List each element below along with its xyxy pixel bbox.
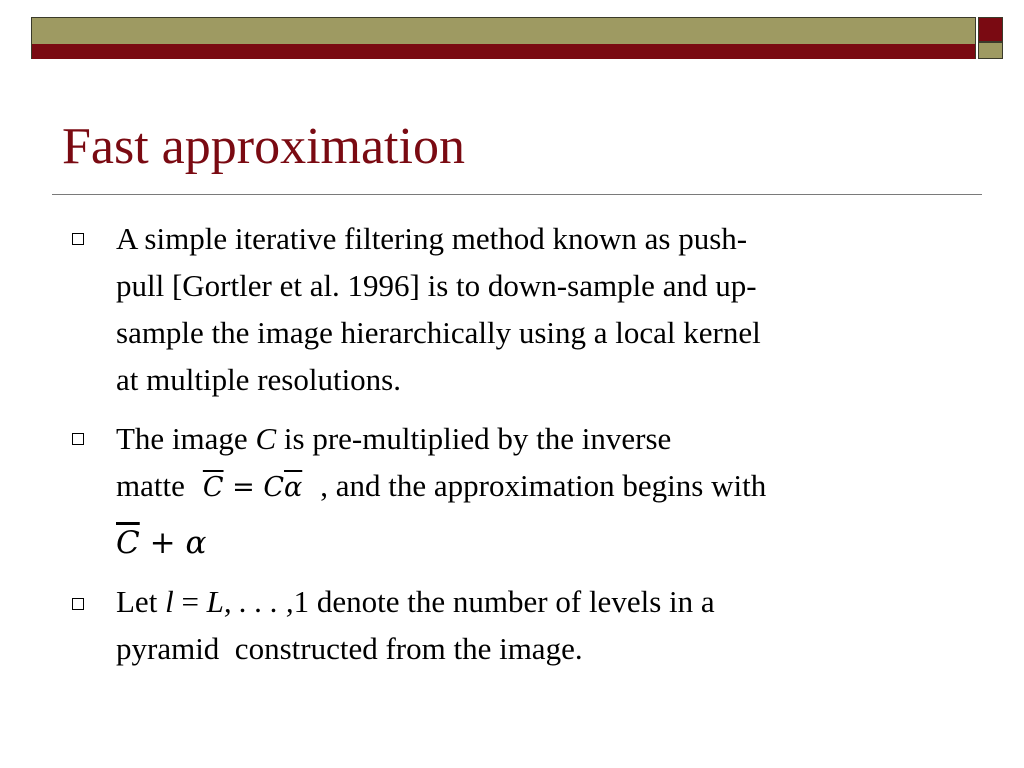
bullet-icon (72, 598, 84, 610)
bullet-1-line-2: pull [Gortler et al. 1996] is to down-sample and up- (116, 268, 757, 303)
bullet-2-text-c: matte (116, 468, 185, 503)
header-bar (31, 17, 976, 59)
variable-c: C (255, 421, 277, 456)
title-divider (52, 194, 982, 195)
bullet-1-line-3: sample the image hierarchically using a local kernel (116, 315, 761, 350)
bullet-2-line-2 (116, 462, 766, 511)
header-bar-olive (32, 18, 975, 44)
bullet-icon (72, 433, 84, 445)
slide-title: Fast approximation (62, 118, 465, 175)
bullet-2-line-1 (116, 415, 671, 462)
bullet-2-text-d: , and the approximation begins with (320, 468, 767, 503)
bullet-3-line-2: pyramid constructed from the image. (116, 631, 583, 666)
bullet-1-line-4: at multiple resolutions. (116, 362, 401, 397)
bullet-2-text-b: is pre-multiplied by the inverse (276, 421, 672, 456)
header-bar-maroon (32, 44, 975, 59)
corner-block-olive (978, 42, 1003, 59)
formula-premultiply: $\overline{C} = C\overline{\alpha}$ (202, 472, 303, 503)
bullet-1-line-1: A simple iterative filtering method known as push- (116, 221, 748, 256)
bullet-2-text-a: The image (116, 421, 256, 456)
variable-l: l (165, 584, 174, 619)
bullet-3-line-1: Let l = L, . . . ,1 denote the number of levels in a (116, 584, 715, 619)
variable-big-l: L, (206, 584, 232, 619)
formula-start: $\overline{C} + \alpha$ (116, 525, 207, 561)
corner-block-maroon (978, 17, 1003, 42)
bullet-icon (72, 233, 84, 245)
